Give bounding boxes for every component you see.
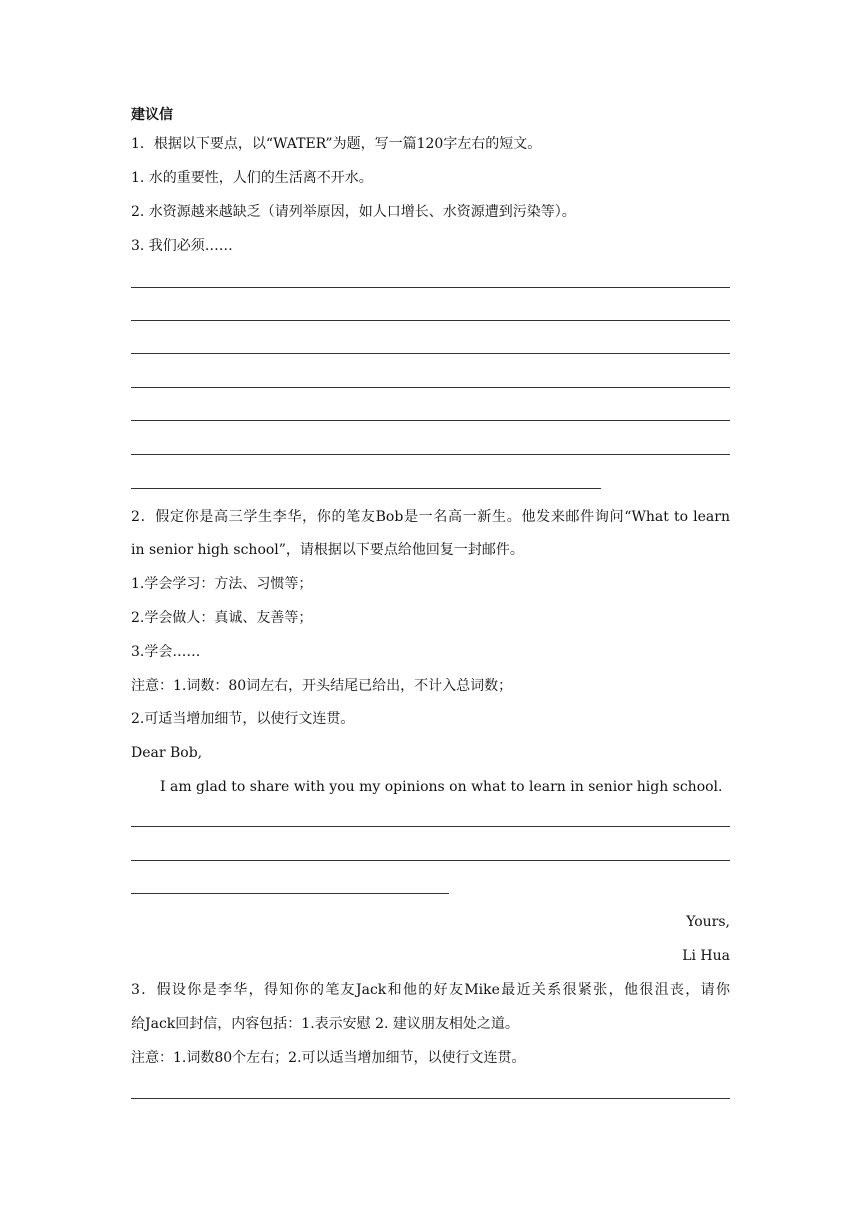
document-page	[131, 0, 730, 1216]
q1-point-3: 3. 我们必须……	[131, 238, 233, 254]
q2-point-2: 2.学会做人：真诚、友善等；	[131, 610, 313, 626]
q2-note-line-1: 注意：1.词数：80词左右，开头结尾已给出，不计入总词数；	[131, 678, 513, 694]
answer-line	[131, 893, 449, 894]
letter-salutation: Dear Bob,	[131, 745, 203, 761]
q3-prompt-line-2: 给Jack回封信，内容包括：1.表示安慰 2. 建议朋友相处之道。	[131, 1016, 519, 1032]
q2-point-3: 3.学会……	[131, 644, 201, 660]
q2-prompt-line-2: in senior high school”，请根据以下要点给他回复一封邮件。	[131, 542, 524, 558]
answer-line	[131, 287, 730, 288]
answer-line	[131, 320, 730, 321]
q3-prompt-line-1: 3．假设你是李华，得知你的笔友Jack和他的好友Mike最近关系很紧张，他很沮丧，请你	[131, 982, 730, 998]
answer-line	[131, 826, 730, 827]
letter-signature: Li Hua	[682, 948, 730, 964]
answer-line	[131, 387, 730, 388]
q2-note-line-2: 2.可适当增加细节，以使行文连贯。	[131, 711, 355, 727]
q3-note: 注意：1.词数80个左右；2.可以适当增加细节，以使行文连贯。	[131, 1050, 526, 1066]
q1-point-2: 2. 水资源越来越缺乏（请列举原因，如人口增长、水资源遭到污染等）。	[131, 204, 576, 220]
letter-opening: I am glad to share with you my opinions on what to learn in senior high school.	[160, 779, 723, 795]
q1-prompt: 1．根据以下要点，以“WATER”为题，写一篇120字左右的短文。	[131, 136, 542, 152]
letter-closing: Yours,	[686, 914, 730, 930]
answer-line	[131, 454, 730, 455]
section-heading: 建议信	[131, 107, 173, 123]
answer-line	[131, 353, 730, 354]
q1-point-1: 1. 水的重要性，人们的生活离不开水。	[131, 170, 373, 186]
q2-prompt-line-1: 2．假定你是高三学生李华，你的笔友Bob是一名高一新生。他发来邮件询问“What to learn	[131, 509, 730, 525]
answer-line	[131, 860, 730, 861]
q2-point-1: 1.学会学习：方法、习惯等；	[131, 576, 313, 592]
answer-line	[131, 488, 601, 489]
answer-line	[131, 1098, 730, 1099]
answer-line	[131, 420, 730, 421]
